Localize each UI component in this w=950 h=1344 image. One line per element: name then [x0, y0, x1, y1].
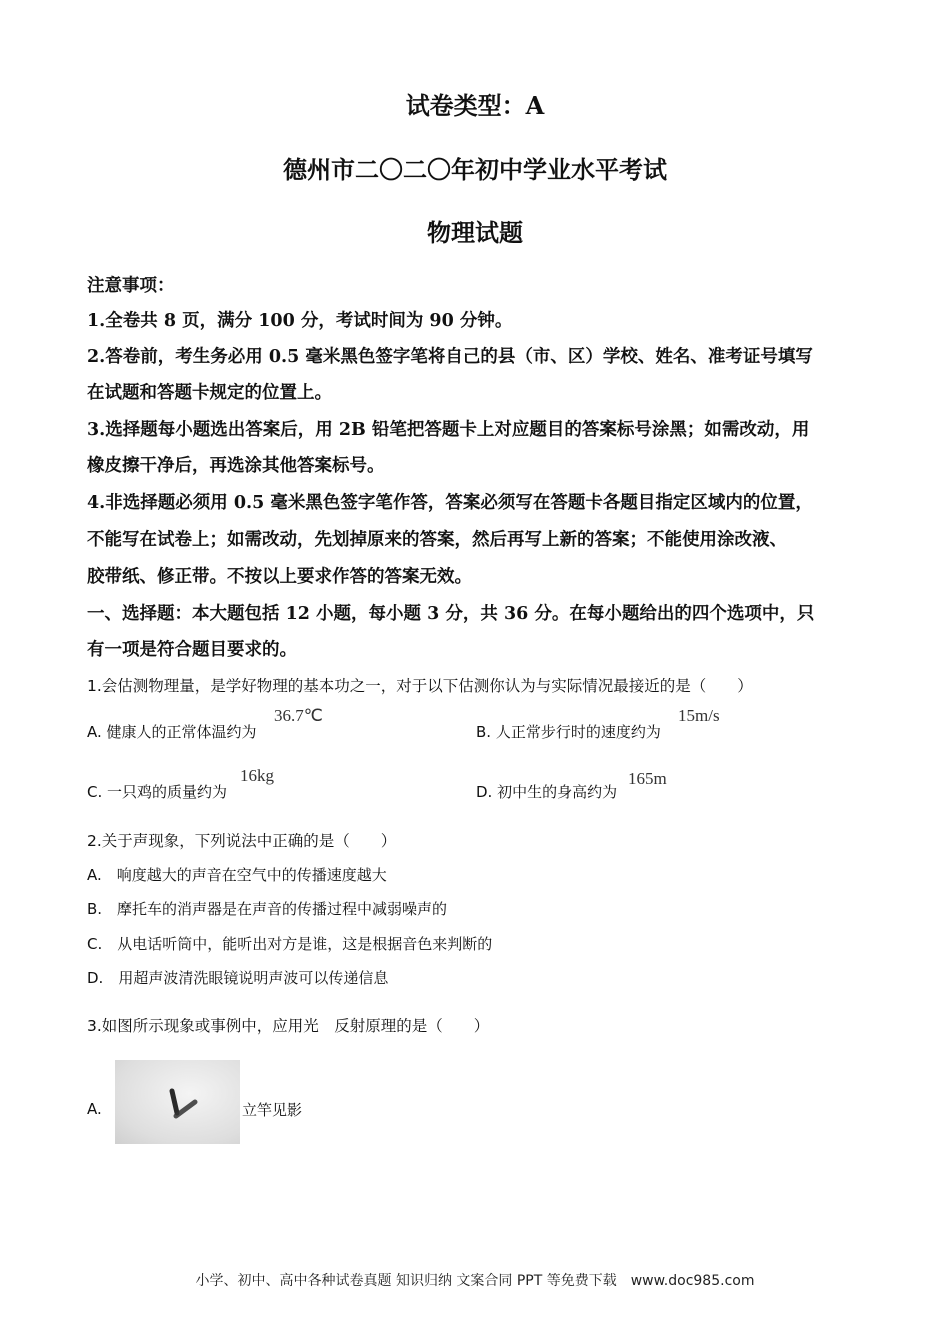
q1-option-d: [476, 781, 617, 802]
note-2b: 在试题和答题卡规定的位置上。: [87, 383, 332, 403]
note-4c: 胶带纸、修正带。不按以上要求作答的答案无效。: [87, 567, 472, 587]
page-footer: 小学、初中、高中各种试卷真题 知识归纳 文案合同 PPT 等免费下载 www.doc985.com: [195, 1273, 755, 1289]
q2-option-b: B. 摩托车的消声器是在声音的传播过程中减弱噪声的: [87, 900, 448, 918]
subject-title: 物理试题: [427, 218, 523, 247]
q2-stem: 2.关于声现象，下列说法中正确的是（ ）: [87, 832, 397, 850]
note-3a: 3.选择题每小题选出答案后，用 2B 铅笔把答题卡上对应题目的答案标号涂黑；如需改动，用: [87, 420, 810, 440]
note-4a: 4.非选择题必须用 0.5 毫米黑色签字笔作答，答案必须写在答题卡各题目指定区域内的位置，: [87, 493, 813, 513]
notes-heading: 注意事项：: [87, 276, 175, 296]
q3-option-a-caption: 立竿见影: [242, 1101, 303, 1119]
q1-option-b-text: B. 人正常步行时的速度约为: [476, 723, 661, 741]
note-2a: 2.答卷前，考生务必用 0.5 毫米黑色签字笔将自己的县（市、区）学校、姓名、准考证号填写: [87, 347, 813, 367]
q3-stem: 3.如图所示现象或事例中，应用光 反射原理的是（ ）: [87, 1017, 490, 1035]
note-1: 1.全卷共 8 页，满分 100 分，考试时间为 90 分钟。: [87, 311, 513, 331]
note-3b: 橡皮擦干净后，再选涂其他答案标号。: [87, 456, 385, 476]
section-1-heading-a: 一、选择题：本大题包括 12 小题，每小题 3 分，共 36 分。在每小题给出的四个选项中，只: [87, 604, 815, 624]
q3-option-a-image: [115, 1060, 240, 1144]
q1-option-a-value: 36.7℃: [274, 706, 323, 725]
q2-option-a: A. 响度越大的声音在空气中的传播速度越大: [87, 866, 387, 884]
q1-option-c-value: 16kg: [240, 766, 274, 785]
q1-option-b: [476, 721, 661, 742]
q1-option-d-text: D. 初中生的身高约为: [476, 783, 618, 801]
q1-option-c: [87, 781, 227, 802]
note-4b: 不能写在试卷上；如需改动，先划掉原来的答案，然后再写上新的答案；不能使用涂改液、: [87, 530, 787, 550]
q1-stem: 1.会估测物理量，是学好物理的基本功之一，对于以下估测你认为与实际情况最接近的是（ ）: [87, 677, 753, 695]
q2-option-c: C. 从电话听筒中，能听出对方是谁，这是根据音色来判断的: [87, 935, 493, 953]
q1-option-b-value: 15m/s: [678, 706, 720, 725]
q1-option-c-text: C. 一只鸡的质量约为: [87, 783, 228, 801]
q1-option-a: [87, 721, 257, 742]
exam-title: 德州市二〇二〇年初中学业水平考试: [283, 155, 667, 184]
q1-option-a-text: A. 健康人的正常体温约为: [87, 723, 257, 741]
exam-type-line: 试卷类型：A: [405, 91, 545, 120]
q1-option-d-value: 165m: [628, 769, 667, 788]
pole-shadow-picture: [115, 1060, 240, 1144]
q2-option-d: D. 用超声波清洗眼镜说明声波可以传递信息: [87, 969, 389, 987]
q3-option-a-label: A.: [87, 1100, 102, 1118]
section-1-heading-b: 有一项是符合题目要求的。: [87, 640, 297, 660]
